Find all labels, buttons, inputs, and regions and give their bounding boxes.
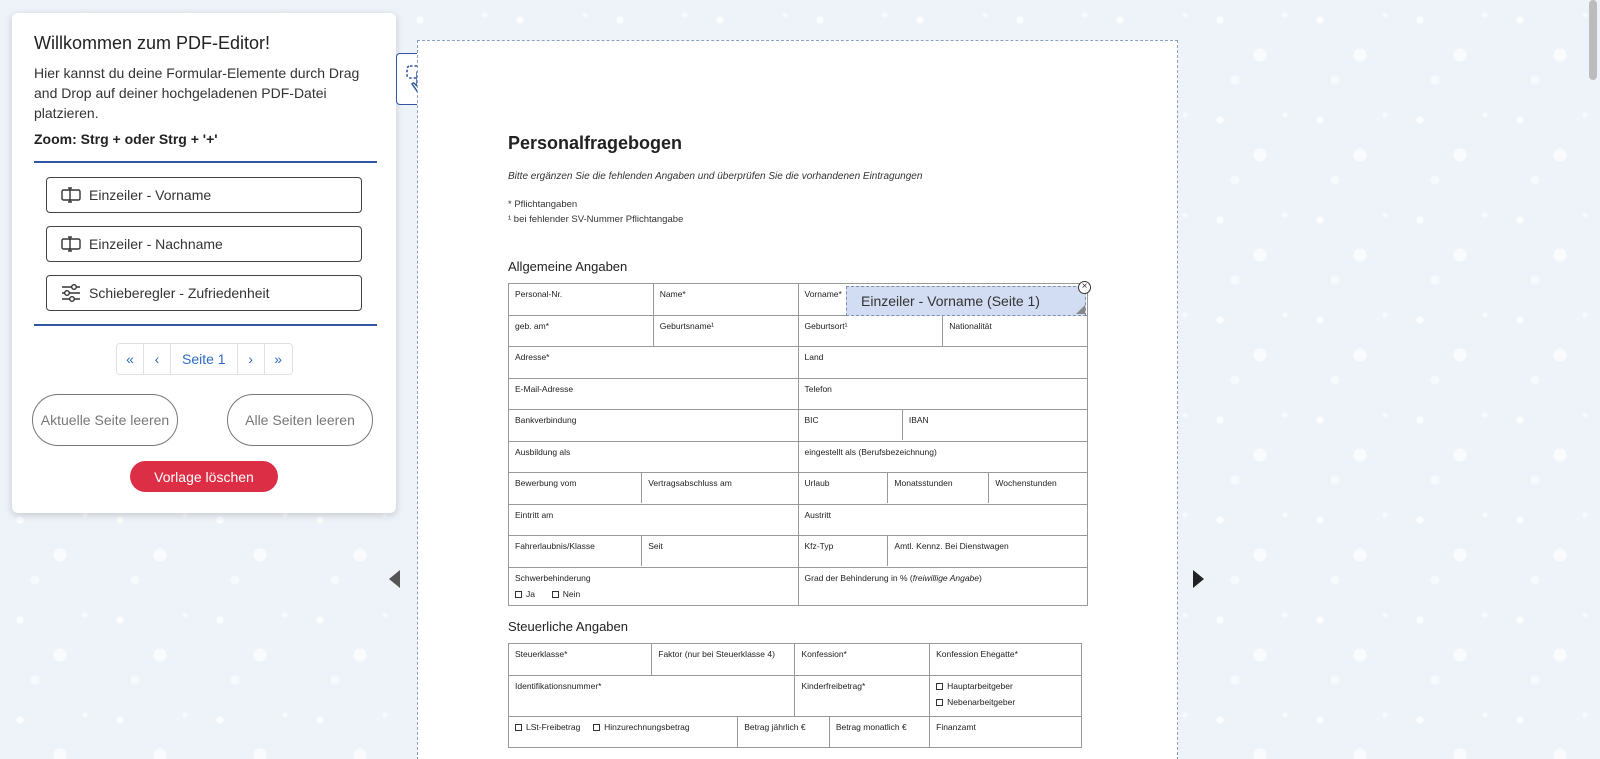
panel-divider-top [34, 161, 377, 163]
tax-info-table [508, 643, 1082, 748]
doc-title: Personalfragebogen [508, 133, 683, 153]
pager-current-page[interactable]: Seite 1 [171, 344, 238, 374]
cell: Adresse* [509, 347, 799, 379]
table-row [509, 441, 1088, 473]
cell-freibetrag [509, 716, 738, 748]
placed-field-vorname[interactable]: Einzeiler - Vorname (Seite 1) [846, 286, 1086, 316]
checkbox-nein[interactable] [552, 591, 559, 598]
cell: E-Mail-Adresse [509, 378, 799, 410]
cell: BIC [799, 410, 903, 440]
doc-note-required: * Pflichtangaben [508, 199, 578, 210]
clear-current-page-button[interactable]: Aktuelle Seite leeren [32, 394, 178, 446]
table-row [509, 644, 1082, 676]
cell: Identifikationsnummer* [509, 675, 795, 716]
text-field-icon [61, 234, 81, 254]
table-row [509, 378, 1088, 410]
cell-schwerbehinderung [509, 567, 799, 605]
cell: Vorname* [798, 284, 1088, 316]
cell: eingestellt als (Berufsbezeichnung) [798, 441, 1088, 473]
table-row [509, 716, 1082, 748]
checkbox-hauptarbeitgeber[interactable] [936, 683, 943, 690]
checkbox-ja-label: Ja [526, 588, 535, 599]
cell: Bewerbung vom [509, 473, 642, 503]
table-row [509, 567, 1088, 605]
cell: Steuerklasse* [509, 644, 652, 676]
cell: Konfession* [795, 644, 930, 676]
checkbox-lst[interactable] [515, 724, 522, 731]
cell: Eintritt am [509, 504, 799, 536]
table-row [509, 410, 1088, 442]
cell: Personal-Nr. [509, 284, 654, 316]
clear-all-pages-button[interactable]: Alle Seiten leeren [227, 394, 373, 446]
cell: Urlaub [799, 473, 888, 503]
section-tax: Steuerliche Angaben [508, 619, 628, 634]
slider-icon [61, 283, 81, 303]
form-element-list [46, 177, 374, 311]
hinzu-label: Hinzurechnungsbetrag [604, 721, 690, 732]
doc-note-sv: ¹ bei fehlender SV-Nummer Pflichtangabe [508, 214, 684, 225]
element-label: Schieberegler - Zufriedenheit [89, 285, 270, 301]
cell: Kinderfreibetrag* [795, 675, 930, 716]
cell: Finanzamt [930, 716, 1082, 748]
previous-page-arrow-icon[interactable] [389, 570, 400, 588]
cell: Bankverbindung [509, 410, 799, 442]
checkbox-hinzu[interactable] [593, 724, 600, 731]
pager-last[interactable]: » [274, 351, 282, 367]
panel-description: Hier kannst du deine Formular-Elemente durch Drag and Drop auf deiner hochgeladenen PDF-Datei platzieren. [34, 65, 360, 121]
grad-label: Grad der Behinderung in % ( [804, 572, 913, 583]
cell-arbeitgeber [930, 675, 1082, 716]
panel-title: Willkommen zum PDF-Editor! [34, 33, 271, 53]
table-row [509, 473, 1088, 505]
hauptarbeitgeber-label: Hauptarbeitgeber [947, 680, 1013, 691]
scrollbar-thumb[interactable] [1589, 0, 1597, 80]
cell: Ausbildung als [509, 441, 799, 473]
element-nachname-button[interactable] [46, 226, 362, 262]
cell: Wochenstunden [995, 478, 1057, 488]
cell: Fahrerlaubnis/Klasse [509, 536, 642, 566]
grad-italic: freiwillige Angabe [912, 572, 980, 583]
cell: Nationalität [943, 315, 1088, 347]
checkbox-ja[interactable] [515, 591, 522, 598]
cell: Geburtsort¹ [798, 315, 943, 347]
element-vorname-button[interactable] [46, 177, 362, 213]
cell: Name* [653, 284, 798, 316]
cell: Monatsstunden [888, 473, 989, 503]
cell: Konfession Ehegatte* [930, 644, 1082, 676]
schwer-label: Schwerbehinderung [515, 572, 591, 583]
close-icon[interactable]: × [1078, 281, 1091, 294]
cell: Telefon [798, 378, 1088, 410]
delete-template-button[interactable]: Vorlage löschen [130, 461, 278, 492]
pager-first[interactable]: « [117, 344, 144, 374]
table-row [509, 675, 1082, 716]
section-general: Allgemeine Angaben [508, 259, 628, 274]
cell: Seit [648, 541, 663, 551]
pager-next[interactable]: › [238, 344, 265, 374]
cell: IBAN [908, 415, 929, 425]
nebenarbeitgeber-label: Nebenarbeitgeber [947, 696, 1016, 707]
pdf-page[interactable] [417, 40, 1178, 759]
cell: Land [798, 347, 1088, 379]
zoom-hint: Zoom: Strg + oder Strg + '+' [34, 131, 218, 147]
general-info-table [508, 283, 1088, 606]
checkbox-nein-label: Nein [562, 588, 581, 599]
pager-prev[interactable]: ‹ [144, 344, 171, 374]
grad-end: ) [979, 572, 982, 583]
editor-panel [12, 13, 396, 513]
text-field-icon [61, 185, 81, 205]
cell: Kfz-Typ [799, 536, 888, 566]
element-label: Einzeiler - Vorname [89, 187, 212, 203]
doc-subtitle: Bitte ergänzen Sie die fehlenden Angaben und überprüfen Sie die vorhandenen Eintragungen [508, 171, 923, 182]
cell: Betrag jährlich € [738, 716, 830, 748]
element-label: Einzeiler - Nachname [89, 236, 223, 252]
lst-label: LSt-Freibetrag [526, 721, 581, 732]
page-pagination [116, 343, 293, 375]
table-row [509, 315, 1088, 347]
checkbox-nebenarbeitgeber[interactable] [936, 699, 943, 706]
cell: Faktor (nur bei Steuerklasse 4) [652, 644, 795, 676]
table-row [509, 347, 1088, 379]
cell: Geburtsname¹ [653, 315, 798, 347]
element-slider-button[interactable] [46, 275, 362, 311]
table-row [509, 536, 1088, 568]
cell: Amtl. Kennz. Bei Dienstwagen [894, 541, 1009, 551]
table-row [509, 504, 1088, 536]
panel-divider-bottom [34, 324, 377, 326]
cell: geb. am* [509, 315, 654, 347]
resize-handle[interactable] [1076, 305, 1085, 314]
next-page-arrow-icon[interactable] [1193, 570, 1204, 588]
cell-grad [798, 567, 1088, 605]
cell: Vertragsabschluss am [648, 478, 732, 488]
cell: Betrag monatlich € [829, 716, 929, 748]
cell: Austritt [798, 504, 1088, 536]
